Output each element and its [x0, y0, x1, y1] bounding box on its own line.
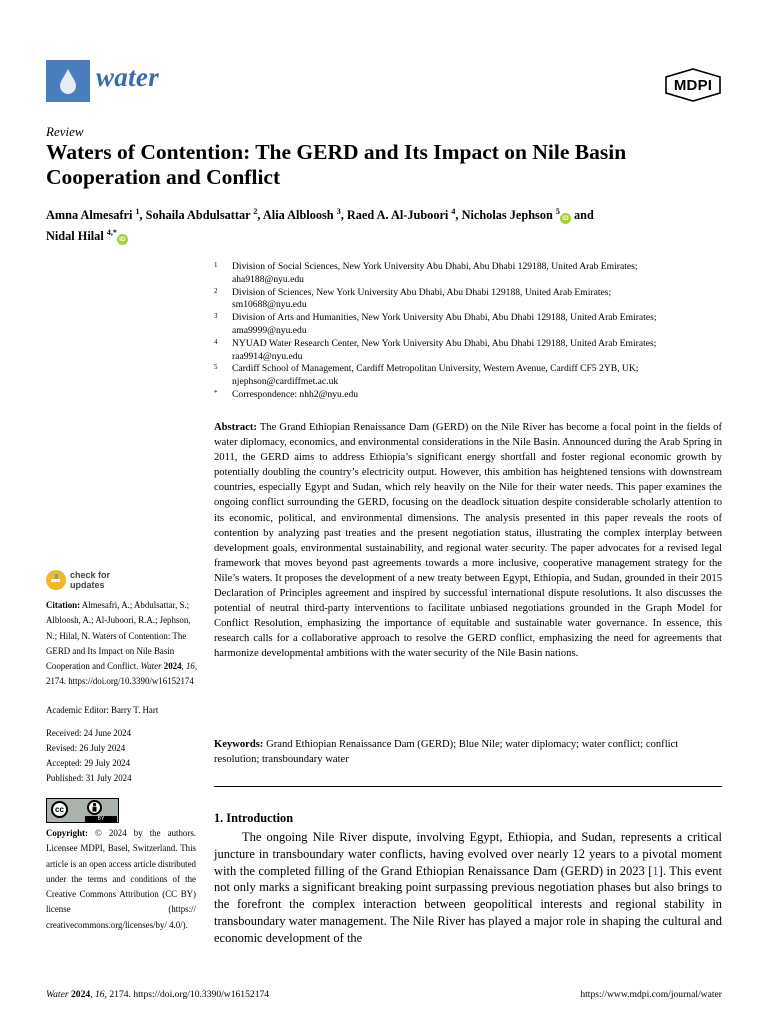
keywords	[214, 737, 722, 767]
correspondence-text[interactable]: Correspondence: nhh2@nyu.edu	[232, 388, 359, 400]
copyright-text: © 2024 by the authors. Licensee MDPI, Basel, Switzerland. This article is an open access article distributed under the terms and conditions of the Creative Commons Attribution (CC BY) license (https:// creativecommons.org/licenses/by/ 4.0/).	[46, 828, 196, 930]
intro-text-part2: ]. This event not only marks a significant breaking point surpassing previous negotiation phases but also brings to the forefront the complex interaction between geopolitical interests and regional stability in transboundary water management. The Nile River has played a major role in shaping the cultural and economic development of the	[214, 863, 723, 945]
author-name[interactable]: Sohaila Abdulsattar	[145, 208, 251, 222]
author-name[interactable]: Alia Albloosh	[262, 208, 334, 222]
citation-volume: 16	[185, 661, 195, 672]
affiliation-email[interactable]: raa9914@nyu.edu	[232, 350, 303, 362]
abstract-label: Abstract:	[214, 422, 257, 433]
author-affiliation-mark: 4	[451, 207, 456, 216]
footer-doi[interactable]: , 2174. https://doi.org/10.3390/w16152174	[104, 989, 270, 1000]
affiliation-number: 2	[214, 286, 218, 295]
check-for-updates-badge[interactable]	[46, 570, 146, 592]
footer-journal-url[interactable]: https://www.mdpi.com/journal/water	[580, 989, 722, 1000]
journal-logo	[46, 60, 90, 102]
affiliation-text: Cardiff School of Management, Cardiff Metropolitan University, Western Avenue, Cardiff CF5 2YB, UK;	[232, 363, 639, 375]
cc-by-license-badge[interactable]	[46, 798, 119, 823]
section-divider	[214, 786, 722, 787]
citation-journal: Water	[140, 661, 162, 672]
intro-text-part1: The ongoing Nile River dispute, involving Egypt, Ethiopia, and Sudan, represents a critical juncture in transboundary water conflicts, having evolved over nearly 12 years to a pivotal moment with the completed filling of the Grand Ethiopian Renaissance Dam (GERD) in 2023 [	[214, 830, 722, 878]
author-name[interactable]: Amna Almesafri	[46, 208, 133, 222]
footer-citation: Water 2024, 16, 2174. https://doi.org/10.3390/w16152174	[46, 989, 270, 1000]
affiliation-number: 4	[214, 337, 218, 346]
copyright-notice	[46, 826, 196, 933]
author-name[interactable]: Raed A. Al-Juboori	[346, 208, 449, 222]
introduction-paragraph	[214, 829, 722, 947]
check-updates-line2: updates	[70, 580, 105, 590]
orcid-icon[interactable]: iD	[560, 213, 571, 224]
published-date: Published: 31 July 2024	[46, 773, 132, 783]
author-and-word: and	[573, 208, 594, 222]
affiliation-text: Division of Arts and Humanities, New York University Abu Dhabi, Abu Dhabi 129188, United Arab Emirates;	[232, 312, 657, 324]
affiliation-item	[214, 261, 724, 287]
affiliation-email[interactable]: sm10688@nyu.edu	[232, 299, 307, 311]
journal-name[interactable]: water	[96, 62, 160, 92]
author-affiliation-mark: 2	[253, 207, 258, 216]
citation-doi-link[interactable]: https://doi.org/10.3390/w16152174	[68, 676, 194, 687]
mdpi-logo-text: MDPI	[673, 77, 713, 94]
abstract	[214, 420, 722, 662]
author-list: Amna Almesafri $^1$, Sohaila Abdulsattar $^2$, Alia Albloosh $^3$, Raed A. Al-Juboori $^4$, Nicholas Jephson $^5$iD and Nidal Hilal $^{4,*}$iD	[46, 207, 594, 243]
affiliation-text: NYUAD Water Research Center, New York University Abu Dhabi, Abu Dhabi 129188, United Arab Emirates;	[232, 337, 657, 349]
author-name[interactable]: Nidal Hilal	[46, 229, 104, 243]
academic-editor: Academic Editor: Barry T. Hart	[46, 705, 159, 715]
cc-icon: cc	[51, 801, 68, 818]
footer-journal: Water	[46, 989, 69, 1000]
affiliation-item	[214, 312, 724, 338]
author-affiliation-mark: 4,*	[106, 228, 117, 237]
attribution-person-icon	[87, 800, 102, 815]
check-updates-icon	[46, 570, 66, 590]
affiliation-email[interactable]: aha9188@nyu.edu	[232, 273, 304, 285]
author-affiliation-mark: 3	[336, 207, 341, 216]
reference-link[interactable]: 1	[652, 863, 659, 878]
keywords-text: Grand Ethiopian Renaissance Dam (GERD); Blue Nile; water diplomacy; water conflict; conflict resolution; transboundary water	[214, 739, 679, 766]
article-type: Review	[46, 124, 84, 139]
citation-label: Citation:	[46, 600, 81, 610]
citation-block: Citation: Almesafri, A.; Abdulsattar, S.; Albloosh, A.; Al-Juboori, R.A.; Jephson, N.; Hilal, N. Waters of Contention: The GERD and Its Impact on Nile Basin Cooperation and Conflict. Water 2024, 16, 2174. https://doi.org/10.3390/w16152174	[46, 600, 198, 687]
affiliation-item	[214, 287, 724, 313]
article-title: Waters of Contention: The GERD and Its Impact on Nile Basin Cooperation and Conflict	[46, 140, 627, 189]
footer-volume: 16	[94, 989, 105, 1000]
copyright-label: Copyright:	[46, 828, 88, 838]
check-updates-text	[70, 570, 110, 590]
affiliation-number: 1	[214, 261, 218, 269]
affiliation-text: Division of Social Sciences, New York University Abu Dhabi, Abu Dhabi 129188, United Arab Emirates;	[232, 261, 638, 272]
check-updates-line1: check for	[70, 570, 111, 580]
received-date: Received: 24 June 2024	[46, 728, 132, 738]
affiliation-number: 5	[214, 363, 218, 372]
author-affiliation-mark: 5	[555, 207, 560, 216]
citation-pages: , 2174.	[46, 661, 198, 687]
citation-year: 2024	[163, 661, 182, 672]
section-heading-introduction: 1. Introduction	[214, 811, 294, 825]
revised-date: Revised: 26 July 2024	[46, 743, 126, 753]
affiliation-text: Division of Sciences, New York University Abu Dhabi, Abu Dhabi 129188, United Arab Emirates;	[232, 286, 612, 298]
footer-year: 2024	[70, 989, 91, 1000]
abstract-text: The Grand Ethiopian Renaissance Dam (GERD) on the Nile River has become a focal point in the fields of water diplomacy, economics, and environmental considerations in the Nile Basin. Announced during the Arab Spring in 2011, the GERD aims to address Ethiopia’s significant energy shortfall and foster regional economic growth by potentially doubling the country’s electricity output. However, this ambition has heightened tensions with downstream countries, especially Egypt and Sudan, which rely heavily on the Nile for their water needs. This paper examines the ongoing conflict surrounding the GERD, focusing on the deadlock situation despite considerable scholarly attention to its economic, political, and environmental dimensions. The analysis presented in this paper reveals the roots of contention by analyzing past treaties and the present negotiation status, illustrating the complex interplay between development goals, environmental sustainability, and regional water security. The paper advocates for a revised legal framework that moves beyond past agreements towards a more inclusive, cooperative management strategy for the Nile’s waters. It proposes the development of a new treaty between Egypt, Ethiopia, and Sudan, grounded in their 2015 Declaration of Principles agreement and inspired by successful international dispute resolutions. It also discusses the potential of neutral third-party interventions to facilitate unbiased negotiations grounded in the Graph Model for Conflict Resolution, emphasizing the importance of equitable and sustainable water governance. In essence, this research calls for a collaborative approach to resolve the GERD conflict, emphasizing the need for agreements that harmonize developmental ambitions with the water security of the Nile Basin nations.	[214, 422, 722, 660]
mdpi-logo[interactable]	[664, 68, 722, 102]
affiliation-email[interactable]: njephson@cardiffmet.ac.uk	[232, 376, 339, 388]
correspondence-item	[214, 389, 724, 402]
citation-text: Almesafri, A.; Abdulsattar, S.; Albloosh, A.; Al-Juboori, R.A.; Jephson, N.; Hilal, N. Waters of Contention: The GERD and Its Impact on Nile Basin Cooperation and Conflict.	[46, 600, 191, 672]
accepted-date: Accepted: 29 July 2024	[46, 758, 131, 768]
affiliation-number: 3	[214, 312, 218, 321]
water-drop-icon	[56, 67, 80, 95]
affiliation-number: *	[214, 388, 218, 397]
keywords-label: Keywords:	[214, 739, 264, 750]
affiliation-email[interactable]: ama9999@nyu.edu	[232, 324, 307, 336]
orcid-icon[interactable]: iD	[117, 234, 128, 245]
affiliation-item	[214, 363, 724, 389]
affiliation-item	[214, 338, 724, 364]
author-name[interactable]: Nicholas Jephson	[461, 208, 553, 222]
author-affiliation-mark: 1	[135, 207, 140, 216]
by-label: BY	[85, 816, 117, 822]
affiliation-list	[214, 261, 724, 402]
